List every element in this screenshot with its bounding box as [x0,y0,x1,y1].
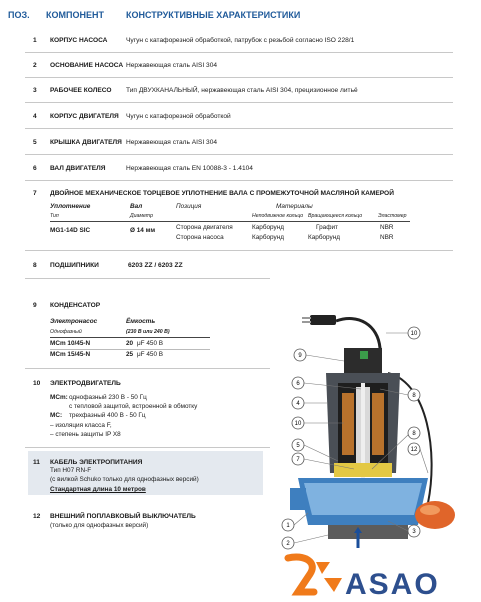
motor-mc-text: трехфазный 400 В - 50 Гц [69,412,146,419]
asao-logo-mark [284,552,346,598]
seal-sub-fixed: Неподвижное кольцо [252,213,304,219]
seal-table-rule [50,221,410,222]
seal-col-position: Позиция [176,203,202,210]
float-highlight [420,505,440,515]
row-number: 2 [33,62,37,69]
stator-winding-right [372,393,384,455]
row-name: КАБЕЛЬ ЭЛЕКТРОПИТАНИЯ [50,459,143,466]
header-component: КОМПОНЕНТ [46,10,104,20]
callout-label: 3 [412,529,416,535]
row-desc: Тип ДВУХКАНАЛЬНЫЙ, нержавеющая сталь AISI 304, прецизионное литьё [126,87,358,94]
motor-bullet-1: – изоляция класса F, [50,422,112,429]
discharge-outlet [290,488,306,510]
row-name: ВАЛ ДВИГАТЕЛЯ [50,165,106,172]
callout-9 [294,349,344,361]
seal-title: ДВОЙНОЕ МЕХАНИЧЕСКОЕ ТОРЦЕВОЕ УПЛОТНЕНИЕ ВАЛА С ПРОМЕЖУТОЧНОЙ МАСЛЯНОЙ КАМЕРОЙ [50,190,394,197]
row-name: ПОДШИПНИКИ [50,262,99,269]
row-number: 5 [33,139,37,146]
plug-pin [302,321,311,323]
divider [25,368,270,369]
divider [25,250,453,251]
motor-mcm-label: MCm: [50,394,68,401]
callout-11 [386,327,420,339]
row-desc: Нержавеющая сталь AISI 304 [126,139,218,146]
callout-label: 8 [412,431,416,437]
pump-cutaway-illustration [268,303,468,558]
cap-sub-capacity: (230 В или 240 В) [126,329,170,335]
motor-mcm-text2: с тепловой защитой, встроенной в обмотку [69,403,198,410]
divider [25,128,453,129]
callout-2 [282,535,328,549]
callout-label: 10 [294,421,302,427]
callout-label: 5 [296,443,300,449]
callout-12 [408,443,428,473]
cap-unit-1: μF 450 В [137,340,164,347]
seal-col-shaft: Вал [130,203,143,210]
asao-logo-text: ASAO [345,568,440,601]
callout-label: 1 [286,523,290,529]
callout-label: 7 [296,457,300,463]
float-switch-desc: (только для однофазных версий) [50,522,149,529]
row-number: 9 [33,302,37,309]
motor-mcm-text: однофазный 230 В - 50 Гц [69,394,147,401]
cap-model-2: MCm 15/45-N [50,351,91,358]
row-number: 12 [33,513,41,520]
motor-bullet-2: – степень защиты IP X8 [50,431,121,438]
callout-4 [292,397,328,409]
row-name: ЭЛЕКТРОДВИГАТЕЛЬ [50,380,121,387]
row-number: 4 [33,113,37,120]
cable-line-2: (с вилкой Schuko только для однофазных версий) [50,476,199,483]
row-number: 3 [33,87,37,94]
logo-accent [316,562,330,574]
divider [25,154,453,155]
row-name: КОНДЕНСАТОР [50,302,101,309]
seal-position-1: Сторона двигателя [176,224,233,231]
callout-label: 8 [412,393,416,399]
cap-value-2: 25 [126,351,134,358]
callout-label: 2 [286,541,290,547]
cable-line-3: Стандартная длина 10 метров [50,486,146,493]
row-number: 6 [33,165,37,172]
float-switch [415,501,455,529]
row-desc: 6203 ZZ / 6203 ZZ [128,262,183,269]
cap-col-capacity: Ёмкость [126,318,156,325]
logo-accent [324,578,342,592]
row-number: 11 [33,459,40,466]
seal-col-materials: Материалы [276,203,313,210]
pump-base [328,525,408,539]
table-header [0,10,481,24]
row-desc: Нержавеющая сталь EN 10088-3 - 1.4104 [126,165,253,172]
row-desc: Чугун с катафорезной обработкой, патрубок с резьбой согласно ISO 228/1 [126,37,355,44]
plug-pin [302,317,311,319]
callout-label: 12 [410,447,418,453]
cap-sub-pump: Однофазный [50,329,82,335]
capacitor-indicator [360,351,368,359]
row-name: ВНЕШНИЙ ПОПЛАВКОВЫЙ ВЫКЛЮЧАТЕЛЬ [50,513,196,520]
seal-elastomer-1: NBR [380,224,394,231]
row-number: 7 [33,190,37,197]
pump-chamber [304,483,422,515]
header-characteristics: КОНСТРУКТИВНЫЕ ХАРАКТЕРИСТИКИ [126,10,301,20]
seal-model: MG1-14D SIC [50,227,91,234]
divider [25,180,453,181]
header-pos: ПОЗ. [8,10,30,20]
row-number: 10 [33,380,41,387]
row-name: КОРПУС НАСОСА [50,37,108,44]
seal-rotating-2: Карборунд [308,234,340,241]
callout-label: 10 [410,331,418,337]
seal-elastomer-2: NBR [380,234,394,241]
seal-diameter: Ø 14 мм [130,227,156,234]
divider [25,77,453,78]
row-number: 8 [33,262,37,269]
callout-label: 4 [296,401,300,407]
seal-sub-type: Тип [50,213,59,219]
row-desc: Чугун с катафорезной обработкой [126,113,231,120]
callout-label: 6 [296,381,300,387]
cable-line-1: Тип H07 RN-F [50,467,92,474]
cap-value-1: 20 [126,340,134,347]
divider [25,447,270,448]
seal-rotating-1: Графит [316,224,338,231]
row-name: КОРПУС ДВИГАТЕЛЯ [50,113,119,120]
divider [25,102,453,103]
cap-model-1: MCm 10/45-N [50,340,91,347]
callout-1 [282,513,308,531]
row-name: РАБОЧЕЕ КОЛЕСО [50,87,112,94]
seal-col-seal: Уплотнение [50,203,91,210]
oil-chamber [334,463,392,477]
logo-swoosh [288,557,314,592]
stator-winding-left [342,393,354,455]
seal-position-2: Сторона насоса [176,234,224,241]
cap-col-pump: Электронасос [50,318,98,325]
divider [25,278,270,279]
cap-row-rule [50,349,210,350]
schuko-plug [310,315,336,325]
row-name: КРЫШКА ДВИГАТЕЛЯ [50,139,122,146]
seal-sub-rotating: Вращающееся кольцо [308,213,363,219]
row-desc: Нержавеющая сталь AISI 304 [126,62,218,69]
seal-sub-elastomer: Эластомер [378,213,407,219]
divider [25,52,453,53]
row-name: ОСНОВАНИЕ НАСОСА [50,62,124,69]
seal-sub-diameter: Диаметр [130,213,153,219]
seal-fixed-2: Карборунд [252,234,284,241]
motor-mc-label: MC: [50,412,63,419]
cap-table-rule [50,337,210,338]
seal-fixed-1: Карборунд [252,224,284,231]
row-number: 1 [33,37,37,44]
cap-unit-2: μF 450 В [137,351,164,358]
callout-label: 9 [298,353,302,359]
